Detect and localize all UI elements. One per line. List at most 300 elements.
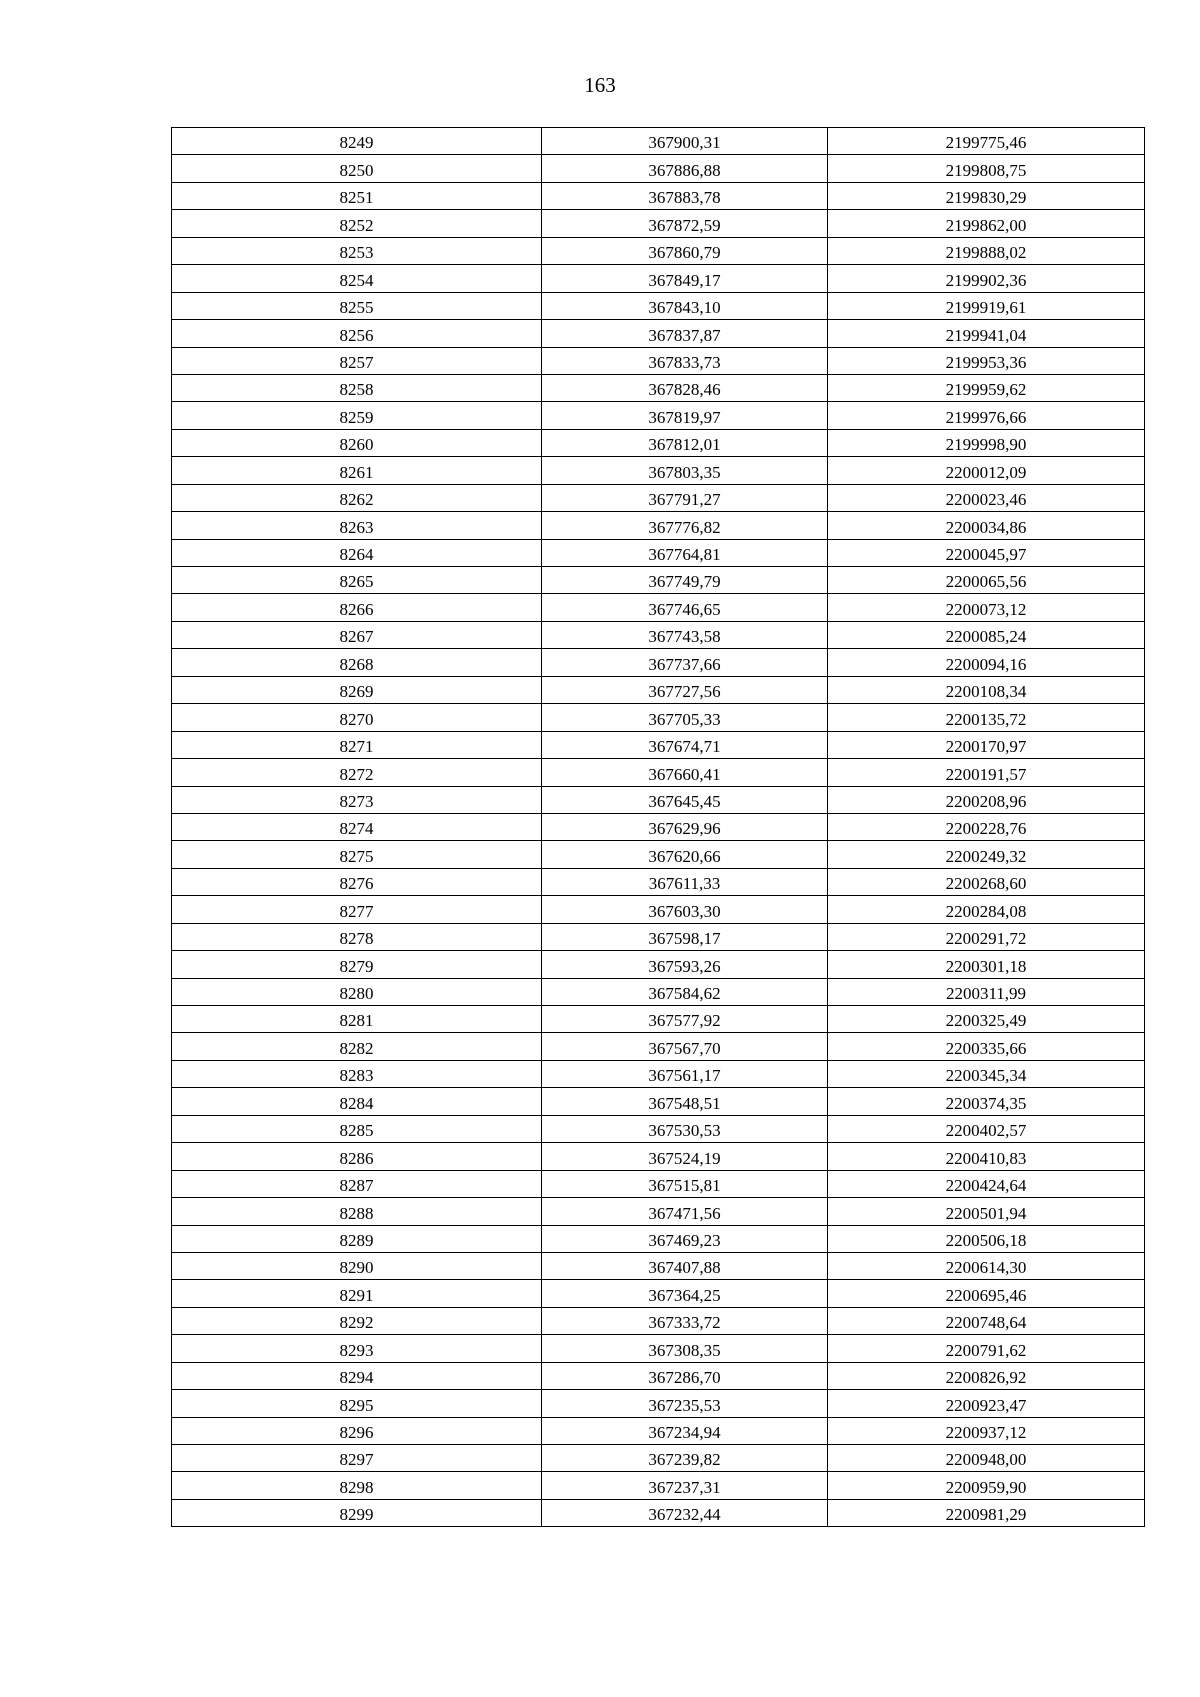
y-coordinate-cell bbox=[828, 676, 1145, 703]
cell-text: 367764,81 bbox=[648, 545, 721, 564]
y-coordinate-cell bbox=[828, 951, 1145, 978]
x-coordinate-cell bbox=[542, 1033, 828, 1060]
point-number-cell bbox=[172, 978, 542, 1005]
point-number-cell bbox=[172, 1060, 542, 1087]
point-number-cell bbox=[172, 402, 542, 429]
table-row bbox=[172, 1115, 1145, 1142]
cell-text: 8291 bbox=[339, 1285, 374, 1305]
cell-text: 2200981,29 bbox=[945, 1505, 1027, 1525]
cell-text: 367674,71 bbox=[648, 737, 721, 757]
cell-text: 367629,96 bbox=[648, 819, 721, 839]
point-number-cell bbox=[172, 429, 542, 456]
cell-text: 8250 bbox=[339, 160, 374, 180]
point-number-cell bbox=[172, 374, 542, 401]
x-coordinate-cell bbox=[542, 374, 828, 401]
cell-text: 8268 bbox=[339, 654, 374, 674]
cell-text: 2200301,18 bbox=[945, 956, 1027, 976]
x-coordinate-cell bbox=[542, 128, 828, 155]
point-number-cell bbox=[172, 1335, 542, 1362]
x-coordinate-cell bbox=[542, 484, 828, 511]
cell-text: 8262 bbox=[339, 490, 374, 510]
point-number-cell bbox=[172, 539, 542, 566]
x-coordinate-cell bbox=[542, 841, 828, 868]
point-number-cell bbox=[172, 676, 542, 703]
table-row bbox=[172, 292, 1145, 319]
table-row bbox=[172, 347, 1145, 374]
point-number-cell bbox=[172, 128, 542, 155]
cell-text: 2200345,34 bbox=[945, 1066, 1027, 1086]
cell-text: 8296 bbox=[339, 1423, 374, 1442]
y-coordinate-cell bbox=[828, 539, 1145, 566]
cell-text: 367705,33 bbox=[648, 709, 721, 729]
cell-text: 8283 bbox=[339, 1066, 374, 1086]
cell-text: 2200191,57 bbox=[945, 764, 1027, 784]
table-row bbox=[172, 1445, 1145, 1472]
cell-text: 2200614,30 bbox=[945, 1258, 1027, 1278]
x-coordinate-cell bbox=[542, 1417, 828, 1444]
table-row bbox=[172, 676, 1145, 703]
cell-text: 367843,10 bbox=[648, 298, 721, 318]
x-coordinate-cell bbox=[542, 457, 828, 484]
table-row bbox=[172, 1499, 1145, 1526]
x-coordinate-cell bbox=[542, 1362, 828, 1389]
point-number-cell bbox=[172, 841, 542, 868]
cell-text: 8292 bbox=[339, 1313, 374, 1333]
cell-text: 8271 bbox=[339, 737, 374, 757]
cell-text: 2200325,49 bbox=[945, 1011, 1027, 1031]
y-coordinate-cell bbox=[828, 868, 1145, 895]
cell-text: 8281 bbox=[339, 1011, 374, 1031]
cell-text: 2200937,12 bbox=[945, 1423, 1027, 1442]
cell-text: 367239,82 bbox=[648, 1450, 721, 1470]
table-row bbox=[172, 731, 1145, 758]
y-coordinate-cell bbox=[828, 978, 1145, 1005]
cell-text: 367471,56 bbox=[648, 1203, 721, 1223]
cell-text: 2200291,72 bbox=[945, 929, 1027, 949]
point-number-cell bbox=[172, 1170, 542, 1197]
table-row bbox=[172, 813, 1145, 840]
cell-text: 8249 bbox=[339, 133, 374, 153]
cell-text: 8299 bbox=[339, 1505, 374, 1525]
cell-text: 367603,30 bbox=[648, 901, 721, 921]
cell-text: 8260 bbox=[339, 435, 374, 455]
y-coordinate-cell bbox=[828, 402, 1145, 429]
table-row bbox=[172, 978, 1145, 1005]
cell-text: 8289 bbox=[339, 1230, 374, 1250]
cell-text: 2200748,64 bbox=[945, 1313, 1027, 1333]
y-coordinate-cell bbox=[828, 237, 1145, 264]
cell-text: 367883,78 bbox=[648, 188, 721, 208]
y-coordinate-cell bbox=[828, 1115, 1145, 1142]
x-coordinate-cell bbox=[542, 1198, 828, 1225]
y-coordinate-cell bbox=[828, 374, 1145, 401]
y-coordinate-cell bbox=[828, 1033, 1145, 1060]
y-coordinate-cell bbox=[828, 128, 1145, 155]
x-coordinate-cell bbox=[542, 1445, 828, 1472]
point-number-cell bbox=[172, 1499, 542, 1526]
point-number-cell bbox=[172, 512, 542, 539]
cell-text: 367593,26 bbox=[648, 956, 721, 976]
y-coordinate-cell bbox=[828, 155, 1145, 182]
x-coordinate-cell bbox=[542, 512, 828, 539]
cell-text: 2200948,00 bbox=[945, 1450, 1027, 1470]
y-coordinate-cell bbox=[828, 1088, 1145, 1115]
cell-text: 2199998,90 bbox=[945, 435, 1027, 455]
table-row bbox=[172, 1335, 1145, 1362]
cell-text: 2199862,00 bbox=[945, 215, 1027, 235]
point-number-cell bbox=[172, 1198, 542, 1225]
y-coordinate-cell bbox=[828, 1006, 1145, 1033]
cell-text: 367620,66 bbox=[648, 846, 721, 866]
table-row bbox=[172, 923, 1145, 950]
cell-text: 8251 bbox=[339, 188, 374, 208]
x-coordinate-cell bbox=[542, 402, 828, 429]
table-row bbox=[172, 457, 1145, 484]
y-coordinate-cell bbox=[828, 1362, 1145, 1389]
cell-text: 2199775,46 bbox=[945, 133, 1027, 153]
cell-text: 367872,59 bbox=[648, 215, 721, 235]
cell-text: 8277 bbox=[339, 901, 374, 921]
page-number: 163 bbox=[584, 73, 616, 97]
point-number-cell bbox=[172, 1252, 542, 1279]
cell-text: 367660,41 bbox=[648, 764, 721, 784]
point-number-cell bbox=[172, 237, 542, 264]
point-number-cell bbox=[172, 210, 542, 237]
cell-text: 2200923,47 bbox=[945, 1395, 1027, 1415]
cell-text: 367791,27 bbox=[648, 490, 721, 510]
x-coordinate-cell bbox=[542, 1252, 828, 1279]
x-coordinate-cell bbox=[542, 320, 828, 347]
table-row bbox=[172, 1472, 1145, 1499]
point-number-cell bbox=[172, 951, 542, 978]
table-row bbox=[172, 594, 1145, 621]
y-coordinate-cell bbox=[828, 621, 1145, 648]
point-number-cell bbox=[172, 567, 542, 594]
cell-text: 2200311,99 bbox=[945, 984, 1027, 1003]
table-row bbox=[172, 896, 1145, 923]
cell-text: 2200402,57 bbox=[945, 1121, 1027, 1141]
table-row bbox=[172, 1033, 1145, 1060]
cell-text: 2200424,64 bbox=[945, 1176, 1027, 1196]
table-row bbox=[172, 759, 1145, 786]
cell-text: 8267 bbox=[339, 627, 374, 647]
cell-text: 8294 bbox=[339, 1368, 374, 1388]
coordinates-table-body bbox=[172, 128, 1145, 1527]
cell-text: 367776,82 bbox=[648, 517, 721, 537]
cell-text: 367548,51 bbox=[648, 1093, 721, 1113]
point-number-cell bbox=[172, 923, 542, 950]
point-number-cell bbox=[172, 1143, 542, 1170]
y-coordinate-cell bbox=[828, 1170, 1145, 1197]
table-row bbox=[172, 1060, 1145, 1087]
cell-text: 367515,81 bbox=[648, 1176, 721, 1196]
table-row bbox=[172, 374, 1145, 401]
y-coordinate-cell bbox=[828, 210, 1145, 237]
table-row bbox=[172, 320, 1145, 347]
cell-text: 367819,97 bbox=[648, 407, 721, 427]
cell-text: 8288 bbox=[339, 1203, 374, 1223]
y-coordinate-cell bbox=[828, 1499, 1145, 1526]
point-number-cell bbox=[172, 1033, 542, 1060]
y-coordinate-cell bbox=[828, 841, 1145, 868]
x-coordinate-cell bbox=[542, 868, 828, 895]
cell-text: 367286,70 bbox=[648, 1368, 721, 1388]
cell-text: 367746,65 bbox=[648, 599, 721, 619]
x-coordinate-cell bbox=[542, 1060, 828, 1087]
x-coordinate-cell bbox=[542, 704, 828, 731]
cell-text: 367364,25 bbox=[648, 1285, 721, 1305]
x-coordinate-cell bbox=[542, 951, 828, 978]
cell-text: 367577,92 bbox=[648, 1011, 721, 1031]
cell-text: 367743,58 bbox=[648, 627, 721, 647]
cell-text: 367469,23 bbox=[648, 1230, 721, 1250]
cell-text: 8272 bbox=[339, 764, 374, 784]
cell-text: 8293 bbox=[339, 1340, 374, 1360]
table-row bbox=[172, 155, 1145, 182]
x-coordinate-cell bbox=[542, 567, 828, 594]
y-coordinate-cell bbox=[828, 1335, 1145, 1362]
x-coordinate-cell bbox=[542, 621, 828, 648]
cell-text: 2199830,29 bbox=[945, 188, 1027, 208]
y-coordinate-cell bbox=[828, 923, 1145, 950]
point-number-cell bbox=[172, 896, 542, 923]
cell-text: 2200108,34 bbox=[945, 682, 1027, 702]
point-number-cell bbox=[172, 182, 542, 209]
table-row bbox=[172, 786, 1145, 813]
table-row bbox=[172, 1006, 1145, 1033]
cell-text: 2200034,86 bbox=[945, 517, 1027, 537]
point-number-cell bbox=[172, 621, 542, 648]
cell-text: 8298 bbox=[339, 1477, 374, 1497]
cell-text: 2200045,97 bbox=[945, 545, 1027, 564]
table-row bbox=[172, 1280, 1145, 1307]
cell-text: 8269 bbox=[339, 682, 374, 702]
cell-text: 367598,17 bbox=[648, 929, 721, 949]
y-coordinate-cell bbox=[828, 1307, 1145, 1334]
point-number-cell bbox=[172, 731, 542, 758]
point-number-cell bbox=[172, 786, 542, 813]
table-row bbox=[172, 1390, 1145, 1417]
table-row bbox=[172, 1198, 1145, 1225]
point-number-cell bbox=[172, 457, 542, 484]
table-row bbox=[172, 868, 1145, 895]
cell-text: 2200170,97 bbox=[945, 737, 1027, 757]
x-coordinate-cell bbox=[542, 1225, 828, 1252]
y-coordinate-cell bbox=[828, 594, 1145, 621]
y-coordinate-cell bbox=[828, 786, 1145, 813]
y-coordinate-cell bbox=[828, 731, 1145, 758]
cell-text: 367407,88 bbox=[648, 1258, 721, 1278]
point-number-cell bbox=[172, 155, 542, 182]
point-number-cell bbox=[172, 868, 542, 895]
x-coordinate-cell bbox=[542, 1335, 828, 1362]
point-number-cell bbox=[172, 1225, 542, 1252]
cell-text: 367524,19 bbox=[648, 1148, 721, 1168]
cell-text: 2199888,02 bbox=[945, 243, 1027, 263]
cell-text: 8295 bbox=[339, 1395, 374, 1415]
point-number-cell bbox=[172, 265, 542, 292]
table-row bbox=[172, 237, 1145, 264]
point-number-cell bbox=[172, 813, 542, 840]
table-row bbox=[172, 1362, 1145, 1389]
cell-text: 8279 bbox=[339, 956, 374, 976]
cell-text: 2199953,36 bbox=[945, 352, 1027, 372]
cell-text: 367567,70 bbox=[648, 1038, 721, 1058]
table-row bbox=[172, 429, 1145, 456]
cell-text: 367849,17 bbox=[648, 270, 721, 290]
y-coordinate-cell bbox=[828, 429, 1145, 456]
table-row bbox=[172, 1143, 1145, 1170]
cell-text: 2200135,72 bbox=[945, 709, 1027, 729]
cell-text: 367886,88 bbox=[648, 160, 721, 180]
cell-text: 2200268,60 bbox=[945, 874, 1027, 894]
cell-text: 367812,01 bbox=[648, 435, 721, 455]
cell-text: 2199902,36 bbox=[945, 270, 1027, 290]
table-row bbox=[172, 1252, 1145, 1279]
cell-text: 8265 bbox=[339, 572, 374, 592]
y-coordinate-cell bbox=[828, 1143, 1145, 1170]
x-coordinate-cell bbox=[542, 1006, 828, 1033]
cell-text: 8261 bbox=[339, 462, 374, 482]
cell-text: 2200085,24 bbox=[945, 627, 1027, 647]
x-coordinate-cell bbox=[542, 1088, 828, 1115]
table-row bbox=[172, 1170, 1145, 1197]
cell-text: 8253 bbox=[339, 243, 374, 263]
x-coordinate-cell bbox=[542, 1307, 828, 1334]
cell-text: 367749,79 bbox=[648, 572, 721, 592]
cell-text: 2199959,62 bbox=[945, 380, 1027, 400]
table-row bbox=[172, 182, 1145, 209]
x-coordinate-cell bbox=[542, 1390, 828, 1417]
x-coordinate-cell bbox=[542, 813, 828, 840]
point-number-cell bbox=[172, 1362, 542, 1389]
x-coordinate-cell bbox=[542, 1170, 828, 1197]
y-coordinate-cell bbox=[828, 1280, 1145, 1307]
point-number-cell bbox=[172, 594, 542, 621]
x-coordinate-cell bbox=[542, 210, 828, 237]
x-coordinate-cell bbox=[542, 676, 828, 703]
cell-text: 2199976,66 bbox=[945, 407, 1027, 427]
cell-text: 2200023,46 bbox=[945, 490, 1027, 510]
cell-text: 8252 bbox=[339, 215, 374, 235]
y-coordinate-cell bbox=[828, 759, 1145, 786]
cell-text: 367234,94 bbox=[648, 1423, 721, 1442]
cell-text: 367727,56 bbox=[648, 682, 721, 702]
cell-text: 367235,53 bbox=[648, 1395, 721, 1415]
point-number-cell bbox=[172, 759, 542, 786]
y-coordinate-cell bbox=[828, 704, 1145, 731]
cell-text: 2200208,96 bbox=[945, 791, 1027, 811]
y-coordinate-cell bbox=[828, 813, 1145, 840]
cell-text: 367308,35 bbox=[648, 1340, 721, 1360]
point-number-cell bbox=[172, 1417, 542, 1444]
x-coordinate-cell bbox=[542, 1280, 828, 1307]
cell-text: 8286 bbox=[339, 1148, 374, 1168]
x-coordinate-cell bbox=[542, 182, 828, 209]
cell-text: 8257 bbox=[339, 352, 374, 372]
cell-text: 8275 bbox=[339, 846, 374, 866]
cell-text: 367803,35 bbox=[648, 462, 721, 482]
table-row bbox=[172, 1225, 1145, 1252]
table-row bbox=[172, 512, 1145, 539]
cell-text: 2200506,18 bbox=[945, 1230, 1027, 1250]
table-row bbox=[172, 1307, 1145, 1334]
table-row bbox=[172, 649, 1145, 676]
cell-text: 367611,33 bbox=[648, 874, 721, 894]
cell-text: 8290 bbox=[339, 1258, 374, 1278]
point-number-cell bbox=[172, 1115, 542, 1142]
cell-text: 2200695,46 bbox=[945, 1285, 1027, 1305]
cell-text: 367837,87 bbox=[648, 325, 721, 345]
cell-text: 2200374,35 bbox=[945, 1093, 1027, 1113]
cell-text: 2200094,16 bbox=[945, 654, 1027, 674]
cell-text: 367737,66 bbox=[648, 654, 721, 674]
x-coordinate-cell bbox=[542, 265, 828, 292]
cell-text: 2200501,94 bbox=[945, 1203, 1027, 1223]
x-coordinate-cell bbox=[542, 429, 828, 456]
table-row bbox=[172, 402, 1145, 429]
cell-text: 2200335,66 bbox=[945, 1038, 1027, 1058]
point-number-cell bbox=[172, 649, 542, 676]
point-number-cell bbox=[172, 292, 542, 319]
y-coordinate-cell bbox=[828, 1198, 1145, 1225]
cell-text: 367333,72 bbox=[648, 1313, 721, 1333]
cell-text: 8255 bbox=[339, 298, 374, 318]
cell-text: 8274 bbox=[339, 819, 374, 839]
point-number-cell bbox=[172, 1472, 542, 1499]
cell-text: 2200959,90 bbox=[945, 1477, 1027, 1497]
table-row bbox=[172, 1417, 1145, 1444]
cell-text: 2200012,09 bbox=[945, 462, 1027, 482]
x-coordinate-cell bbox=[542, 923, 828, 950]
cell-text: 8282 bbox=[339, 1038, 374, 1058]
x-coordinate-cell bbox=[542, 896, 828, 923]
cell-text: 367232,44 bbox=[648, 1505, 721, 1525]
x-coordinate-cell bbox=[542, 1499, 828, 1526]
x-coordinate-cell bbox=[542, 731, 828, 758]
cell-text: 8263 bbox=[339, 517, 374, 537]
cell-text: 8276 bbox=[339, 874, 374, 894]
cell-text: 8284 bbox=[339, 1093, 374, 1113]
cell-text: 367584,62 bbox=[648, 984, 721, 1003]
y-coordinate-cell bbox=[828, 1390, 1145, 1417]
cell-text: 2200410,83 bbox=[945, 1148, 1027, 1168]
cell-text: 367561,17 bbox=[648, 1066, 721, 1086]
cell-text: 8270 bbox=[339, 709, 374, 729]
y-coordinate-cell bbox=[828, 1252, 1145, 1279]
point-number-cell bbox=[172, 1307, 542, 1334]
x-coordinate-cell bbox=[542, 594, 828, 621]
cell-text: 2200065,56 bbox=[945, 572, 1027, 592]
x-coordinate-cell bbox=[542, 759, 828, 786]
cell-text: 8280 bbox=[339, 984, 374, 1003]
point-number-cell bbox=[172, 1006, 542, 1033]
cell-text: 2199941,04 bbox=[945, 325, 1027, 345]
cell-text: 2199808,75 bbox=[945, 160, 1027, 180]
cell-text: 2200228,76 bbox=[945, 819, 1027, 839]
cell-text: 367900,31 bbox=[648, 133, 721, 153]
table-row bbox=[172, 621, 1145, 648]
cell-text: 8273 bbox=[339, 791, 374, 811]
cell-text: 367833,73 bbox=[648, 352, 721, 372]
y-coordinate-cell bbox=[828, 1445, 1145, 1472]
cell-text: 8266 bbox=[339, 599, 374, 619]
point-number-cell bbox=[172, 704, 542, 731]
y-coordinate-cell bbox=[828, 484, 1145, 511]
cell-text: 8278 bbox=[339, 929, 374, 949]
table-row bbox=[172, 1088, 1145, 1115]
table-row bbox=[172, 265, 1145, 292]
